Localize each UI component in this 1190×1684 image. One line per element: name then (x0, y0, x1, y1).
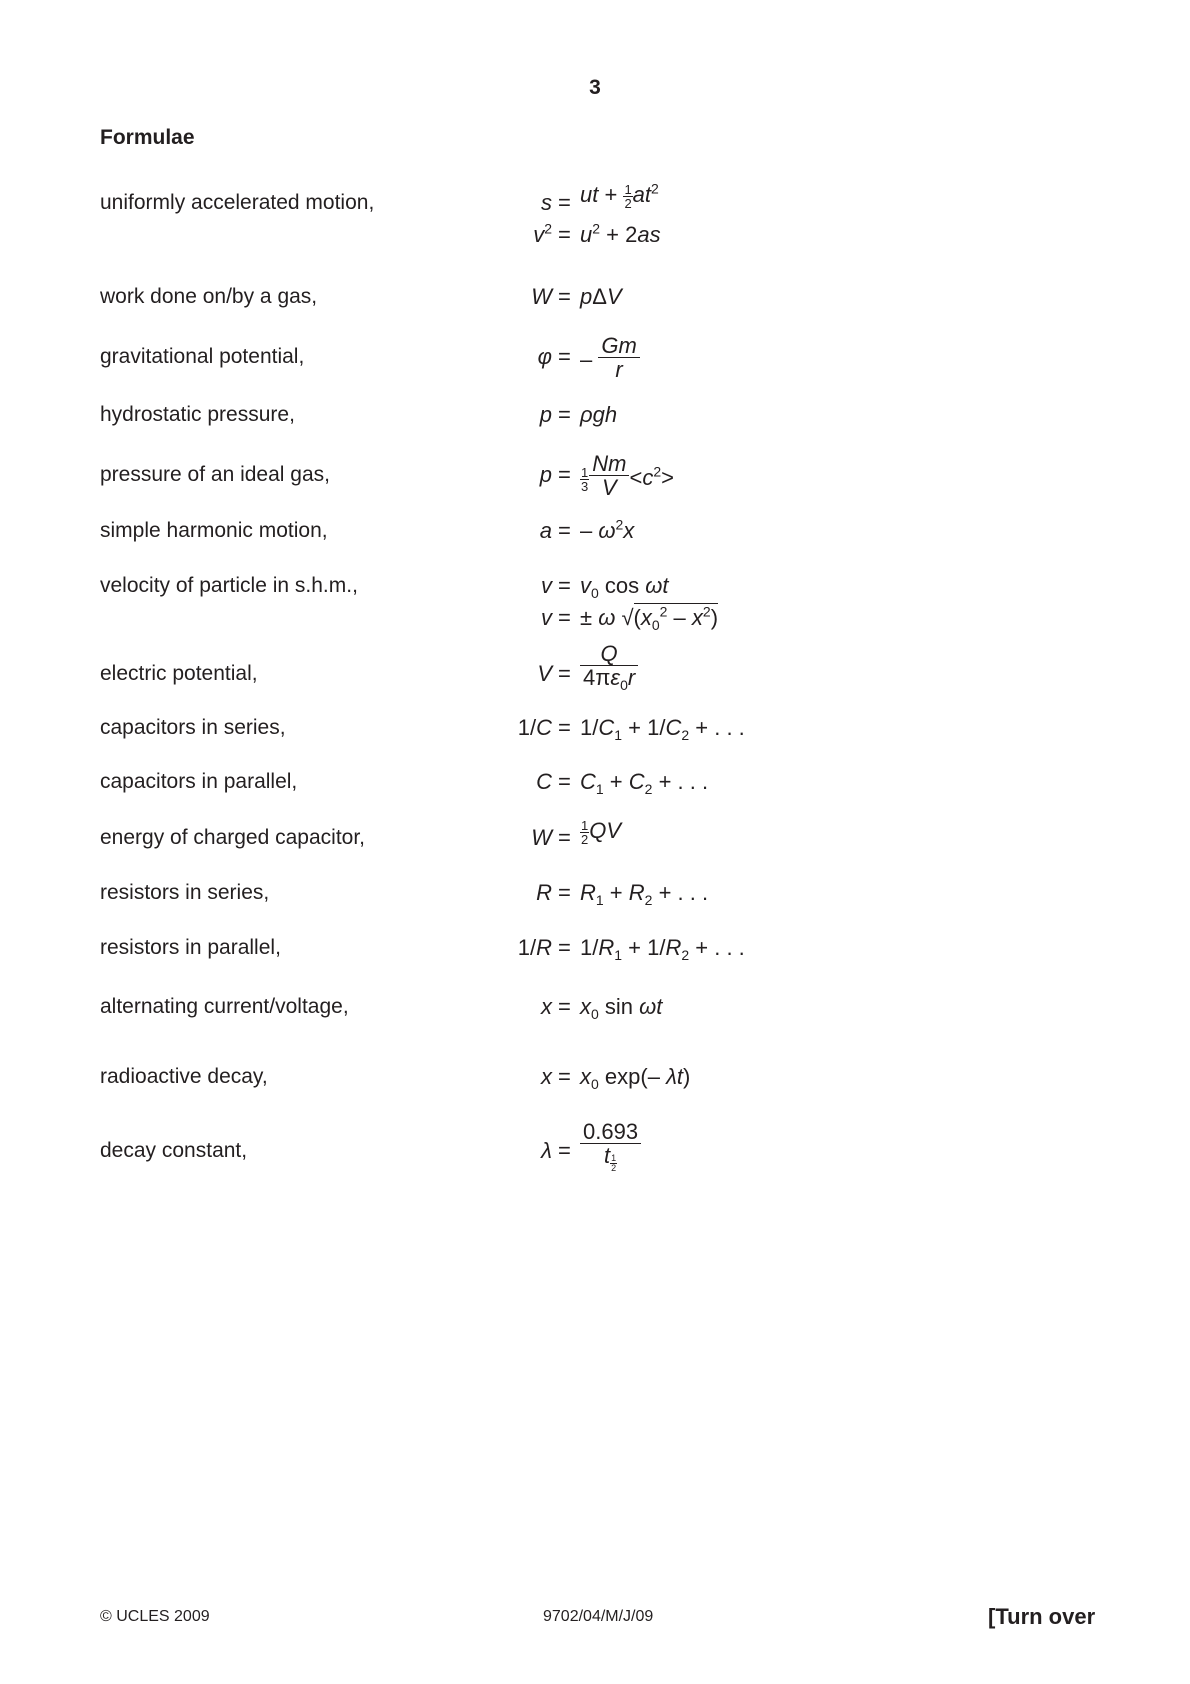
equals-sign: = (558, 222, 571, 247)
formula-label-capacitor-energy: energy of charged capacitor, (100, 826, 366, 849)
paper-code: 9702/04/M/J/09 (543, 1608, 654, 1625)
formula-electric-potential: $\frac{Q}{4\pi\varepsilon_0r}$ (580, 642, 638, 689)
formula-lhs: 1/C (517, 715, 552, 740)
formula-label-decay-constant: decay constant, (100, 1139, 248, 1162)
formula-label-ideal-gas: pressure of an ideal gas, (100, 463, 330, 486)
formula-lhs: W (531, 284, 552, 309)
equals-sign: = (558, 462, 571, 487)
equals-sign: = (558, 190, 571, 215)
formula-lhs: x (541, 994, 552, 1019)
formula-alternating-current: $x_0$ sin ωt (580, 994, 663, 1022)
equals-sign: = (558, 715, 571, 740)
formula-label-alternating-current: alternating current/voltage, (100, 995, 349, 1018)
formula-capacitors-parallel: $C_1 + C_2$ + . . . (580, 769, 709, 797)
equals-sign: = (558, 825, 571, 850)
formula-hydrostatic: ρgh (580, 402, 618, 427)
equals-sign: = (558, 344, 571, 369)
formula-label-resistors-parallel: resistors in parallel, (100, 936, 281, 959)
formula-label-shm-velocity: velocity of particle in s.h.m., (100, 574, 358, 597)
formula-label-capacitors-parallel: capacitors in parallel, (100, 770, 298, 793)
formula-lhs: $v^2$ (533, 220, 552, 247)
formula-shm-velocity-1: $v_0$ cos ωt (580, 573, 669, 601)
formula-lhs: v (541, 605, 552, 630)
copyright: © UCLES 2009 (100, 1608, 210, 1625)
formula-lhs: R (536, 880, 552, 905)
formula-capacitor-energy: $\frac{1}{2}$ QV (581, 817, 622, 847)
equals-sign: = (558, 605, 571, 630)
page-title: Formulae (100, 126, 195, 149)
formula-lhs: V (537, 661, 552, 686)
formula-shm: – $\omega^2x$ (580, 516, 635, 543)
turn-over: [Turn over (988, 1604, 1096, 1629)
equals-sign: = (558, 880, 571, 905)
formula-label-capacitors-series: capacitors in series, (100, 716, 286, 739)
formula-lhs: v (541, 573, 552, 598)
formula-resistors-series: $R_1 + R_2$ + . . . (580, 880, 709, 908)
formula-lhs: p (539, 402, 552, 427)
formula-shm-velocity-2: ± ω $√(x_0^2 - x^2)$ (580, 603, 719, 633)
formula-lhs: 1/R (517, 935, 552, 960)
formula-lhs: λ (541, 1138, 552, 1163)
formula-work-done: pΔV (580, 284, 622, 309)
formula-lhs: s (541, 190, 552, 215)
formula-radioactive-decay: $x_0$ exp(– λt) (580, 1064, 691, 1092)
formula-decay-constant: 0.693 t $_{\frac{1}{2}}$ (580, 1120, 641, 1173)
formula-lhs: φ (537, 344, 552, 369)
formula-suvat-2: $u^2 + 2as$ (580, 220, 661, 247)
formula-lhs: a (539, 518, 552, 543)
formula-capacitors-series: $1/C_1 + 1/C_2$ + . . . (580, 715, 745, 743)
formula-label-uniform-motion: uniformly accelerated motion, (100, 191, 375, 214)
equals-sign: = (558, 935, 571, 960)
formula-lhs: x (541, 1064, 552, 1089)
formula-suvat-1: ut + $\frac{1}{2}$ $at^2$ (580, 180, 659, 211)
equals-sign: = (558, 1064, 571, 1089)
formula-lhs: p (539, 462, 552, 487)
formula-label-hydrostatic: hydrostatic pressure, (100, 403, 295, 426)
equals-sign: = (558, 573, 571, 598)
formula-label-radioactive-decay: radioactive decay, (100, 1065, 268, 1088)
page-number: 3 (589, 76, 601, 99)
equals-sign: = (558, 661, 571, 686)
equals-sign: = (558, 518, 571, 543)
formula-lhs: C (536, 769, 552, 794)
formula-label-work-done: work done on/by a gas, (100, 285, 318, 308)
equals-sign: = (558, 402, 571, 427)
equals-sign: = (558, 284, 571, 309)
equals-sign: = (558, 1138, 571, 1163)
formula-ideal-gas: $\frac{1}{3}$ $\frac{Nm}{V}$ $<c^2>$ (581, 451, 674, 501)
formula-label-grav-potential: gravitational potential, (100, 345, 305, 368)
formula-label-electric-potential: electric potential, (100, 662, 258, 685)
formula-label-resistors-series: resistors in series, (100, 881, 270, 904)
formula-resistors-parallel: $1/R_1 + 1/R_2$ + . . . (580, 935, 745, 963)
formula-label-shm: simple harmonic motion, (100, 519, 328, 542)
formula-grav-potential: – $\frac{Gm}{r}$ (580, 334, 640, 381)
formula-lhs: W (531, 825, 552, 850)
equals-sign: = (558, 769, 571, 794)
equals-sign: = (558, 994, 571, 1019)
